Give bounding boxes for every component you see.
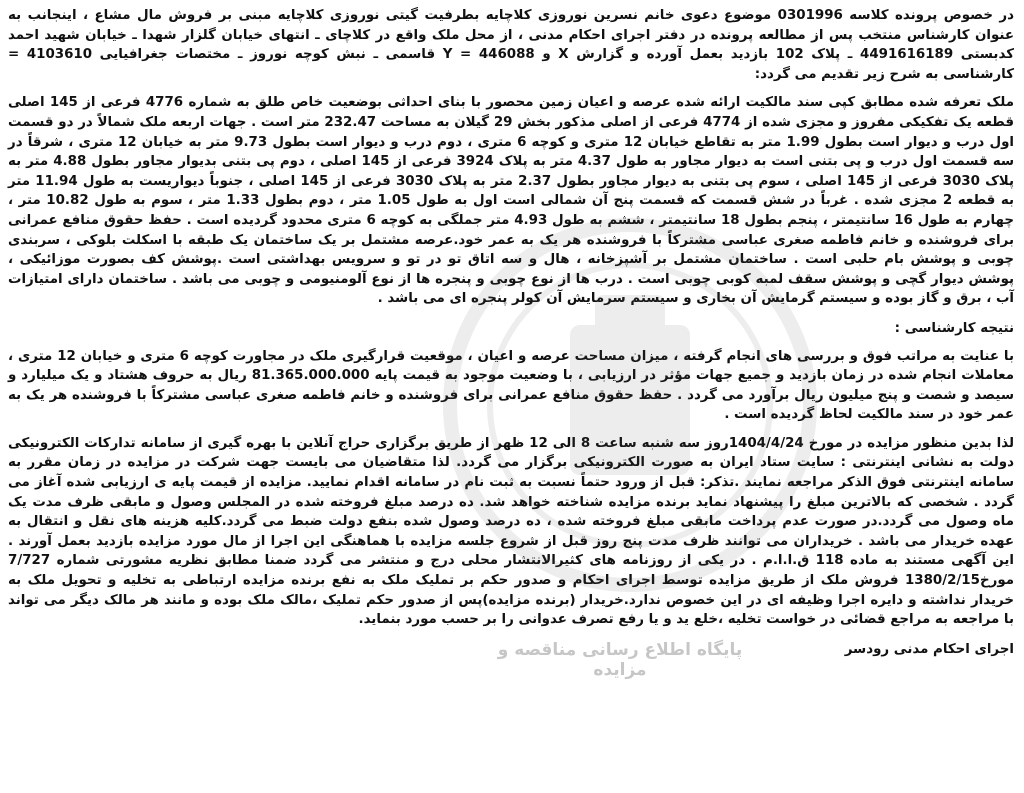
intro-paragraph: در خصوص پرونده کلاسه 0301996 موضوع دعوی خانم نسرین نوروزی کلاچایه بطرفیت گیتی نوروزی کلاچایه مبنی بر فروش مال مشاع ، اینجانب به عنوان کارشناس منتخب پس از مطالعه پرونده در دفتر اجرای احکام مدنی ، از محل ملک واقع در کلاچای ـ انتهای خیابان گلزار شهدا ـ خیابان شهید احمد کدبستی 4491616189 ـ پلاک 102 بازدید بعمل آورده و گزارش X و 446088 = Y قاسمی ـ نبش کوچه نوروز ـ مختصات جغرافیایی 4103610 = کارشناسی به شرح زیر تقدیم می گردد: — [8, 8, 1015, 82]
conclusion-heading: نتیجه کارشناسی : — [894, 320, 1014, 336]
watermark-text: پایگاه اطلاع رسانی مناقصه و مزایده — [497, 640, 743, 680]
issuer-signature: اجرای احکام مدنی رودسر — [844, 641, 1014, 657]
conclusion-paragraph: با عنایت به مراتب فوق و بررسی های انجام گرفته ، میزان مساحت عرصه و اعیان ، موقعیت قرارگیری ملک در مجاورت کوچه 6 متری و خیابان 12 متری ، معاملات انجام شده در زمان بازدید و جمیع جهات مؤثر در ارزیابی ، با وضعیت موجود به قیمت پایه 81.365.000.000 ریال به حروف هشتاد و یک میلیارد و سیصد و شصت و پنج میلیون ریال برآورد می گردد . حفظ حقوق منافع عمرانی برای فروشنده و خانم فاطمه صغری عباسی مشترکاً با فروشنده هر یک به عمر خود در سند مالکیت لحاظ گردیده است . — [8, 348, 1014, 423]
notice-document — [8, 6, 1014, 788]
auction-paragraph: لذا بدین منظور مزایده در مورخ 1404/4/24روز سه شنبه ساعت 8 الی 12 ظهر از طریق برگزاری حراج آنلاین با بهره گیری از سامانه تدارکات الکترونیکی دولت به نشانی اینترنتی : سایت ستاد ایران به صورت الکترونیکی برگزار می گردد. لذا متقاضیان می بایست جهت شرکت در مزایده در زمان مقرر به سامانه اینترنتی فوق الذکر مراجعه نمایند .تذکر: قبل از ورود حتماً نسبت به ثبت نام در سامانه اقدام نمایید. مزایده از قیمت پایه ی ارزیابی شده آغاز می گردد . شخصی که بالاترین مبلغ را پیشنهاد نماید برنده مزایده شناخته خواهد شد. ده درصد مبلغ فروخته شده در المجلس وصول و مابقی ظرف مدت یک ماه وصول می گردد.در صورت عدم پرداخت مابقی مبلغ فروخته شده ، ده درصد وصول شده بنفع دولت ضبط می گردد.کلیه هزینه های نقل و انتقال به عهده خریدار می باشد . خریداران می توانند ظرف مدت پنج روز قبل از شروع جلسه مزایده با هماهنگی این اجرا از مال مورد مزایده بازدید بعمل آورند . این آگهی مستند به ماده 118 ق.ا.ا.م . در یکی از روزنامه های کثیرالانتشار محلی درج و منتشر می گردد ضمنا مطابق نظریه مشورتی شماره 7/727 مورخ1380/2/15 فروش ملک از طریق مزایده توسط اجرای احکام و صدور حکم بر تملیک ملک به نفع برنده مزایده ارتباطی به تخلیه و تحویل ملک به خریدار نداشته و دایره اجرا وظیفه ای در این خصوص ندارد.خریدار (برنده مزایده)پس از صدور حکم تملیک ،مالک ملک بوده و مانند هر مالک دیگر می تواند با مراجعه به مراجع قضائی در خواست تخلیه ،خلع ید و یا رفع تصرف عدوانی را بر حسب مورد بنماید. — [8, 435, 1015, 628]
property-description-paragraph: ملک تعرفه شده مطابق کپی سند مالکیت ارائه شده عرصه و اعیان زمین محصور با بنای احداثی بوضعیت خاص طلق به شماره 4776 فرعی از 145 اصلی قطعه یک تفکیکی مفروز و مجزی شده از 4774 فرعی از اصلی مذکور بخش 29 گیلان به مساحت 232.47 متر است . جهات اربعه ملک شمالاً در دو قسمت اول درب و دیوار است بطول 1.99 متر به تقاطع خیابان 12 متری و کوچه 6 متری ، دوم درب و دیوار است بطول 9.73 متر به خیابان 12 متری ، شرقاً در سه قسمت اول درب و پی بتنی است به دیوار مجاور به طول 4.37 متر به پلاک 3924 فرعی از 145 اصلی ، دوم پی بتنی بدیوار مجاور بطول 4.88 متر به پلاک 3030 فرعی از 145 اصلی ، سوم پی بتنی به دیوار مجاور بطول 2.37 متر به پلاک 3030 فرعی از 145 اصلی ، جنوباً دیواریست به طول 11.94 متر به قطعه 2 مجزی شده . غرباً در شش قسمت که قسمت پنج آن شمالی است اول به طول 1.05 متر ، دوم بطول 1.33 متر ، سوم به طول 10.82 متر ، چهارم به طول 16 سانتیمتر ، پنجم بطول 18 سانتیمتر ، ششم به طول 4.93 متر جملگی به کوچه 6 متری محدود گردیده است . حفظ حقوق منافع عمرانی برای فروشنده و خانم فاطمه صغری عباسی مشترکاً با فروشنده هر یک به عمر خود.عرصه مشتمل بر یک ساختمان یک طبقه با اسکلت بلوکی ، سربندی چوبی و پوشش بام حلبی است . ساختمان مشتمل بر آشپزخانه ، هال و سه اتاق تو در تو و سرویس بهداشتی است .پوشش کف بصورت موزائیکی ، پوشش دیوار گچی و پوشش سقف لمبه کوبی چوبی است . درب ها از نوع چوبی و پنجره ها از نوع آلومنیومی و چوبی می باشد . ساختمان دارای امتیازات آب ، برق و گاز بوده و سیستم گرمایش آن بخاری و سیستم سرمایش آن کولر پنجره ای می باشد . — [8, 95, 1015, 307]
